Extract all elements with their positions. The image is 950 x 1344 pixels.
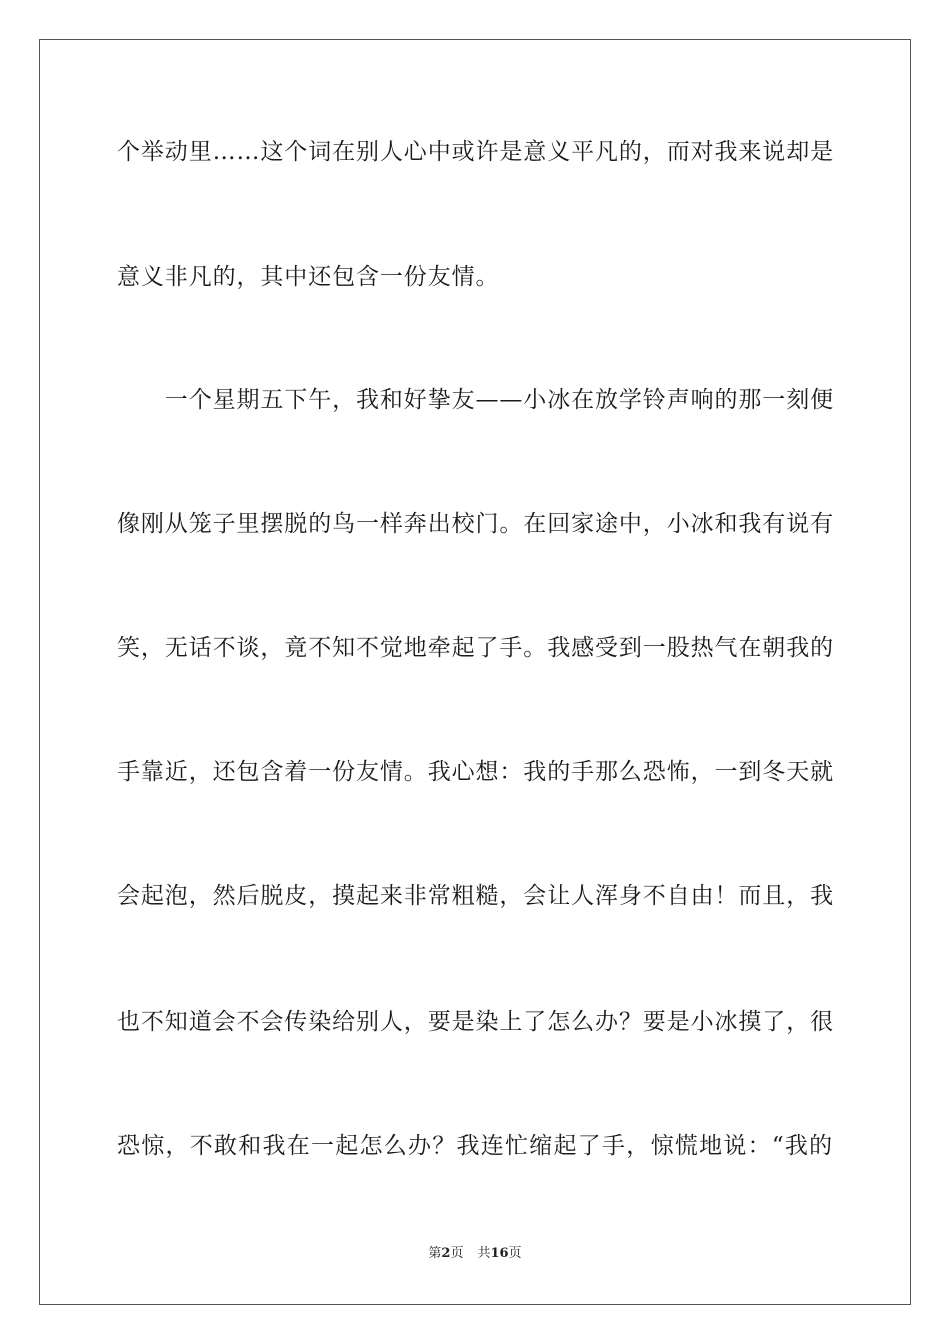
text-line: 笑，无话不谈，竟不知不觉地牵起了手。我感受到一股热气在朝我的 [117, 635, 834, 661]
text-line: 像刚从笼子里摆脱的鸟一样奔出校门。在回家途中，小冰和我有说有 [117, 511, 834, 537]
page-indicator [428, 1246, 463, 1261]
page-footer [0, 1245, 950, 1263]
text-line: 手靠近，还包含着一份友情。我心想：我的手那么恐怖，一到冬天就 [117, 759, 834, 785]
text-line: 意义非凡的，其中还包含一份友情。 [117, 264, 500, 290]
text-line: 会起泡，然后脱皮，摸起来非常粗糙，会让人浑身不自由！而且，我 [117, 883, 834, 909]
total-prefix: 共 [477, 1246, 491, 1261]
total-pages-indicator [477, 1246, 521, 1261]
text-line: 个举动里……这个词在别人心中或许是意义平凡的，而对我来说却是 [117, 139, 834, 165]
page-number: 2 [441, 1246, 451, 1261]
text-line: 也不知道会不会传染给别人，要是染上了怎么办？要是小冰摸了，很 [117, 1009, 834, 1035]
total-suffix: 页 [508, 1246, 522, 1261]
text-line: 恐惊，不敢和我在一起怎么办？我连忙缩起了手，惊慌地说：“我的 [117, 1133, 833, 1159]
page-prefix: 第 [428, 1246, 442, 1261]
text-line: 一个星期五下午，我和好挚友——小冰在放学铃声响的那一刻便 [117, 387, 834, 413]
page-border [39, 39, 911, 1305]
total-pages: 16 [490, 1246, 509, 1261]
page-suffix: 页 [450, 1246, 464, 1261]
